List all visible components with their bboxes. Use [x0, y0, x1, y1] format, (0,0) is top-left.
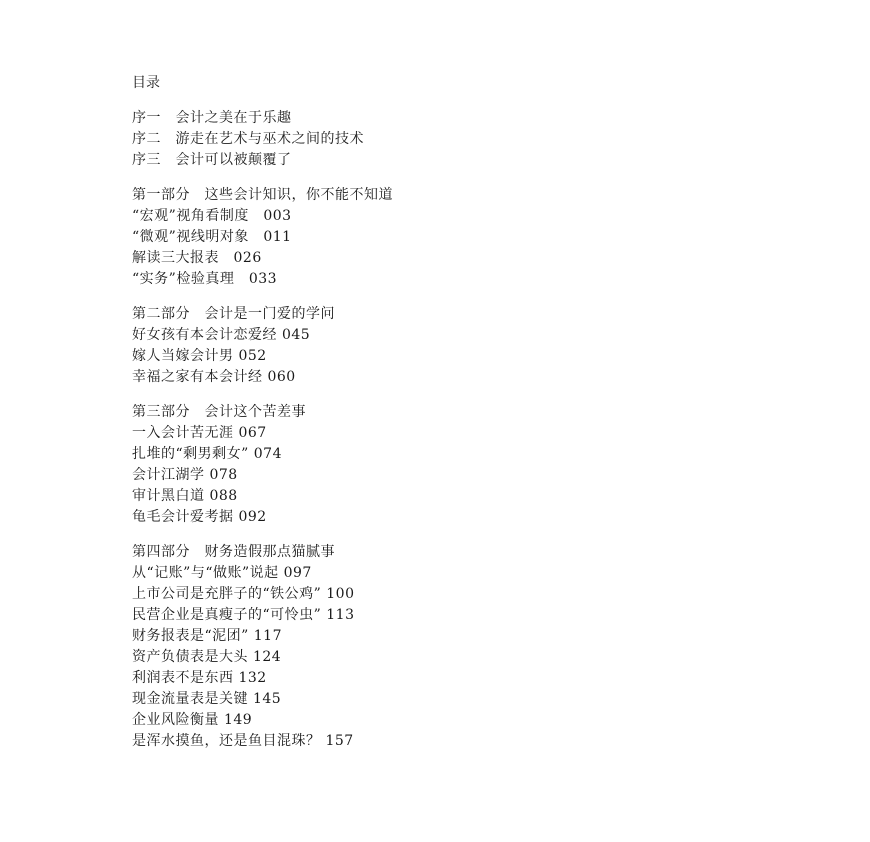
toc-part-heading: 第二部分 会计是一门爱的学问: [132, 306, 335, 322]
toc-entry: 好女孩有本会计恋爱经 045: [132, 327, 311, 343]
toc-section: [132, 185, 752, 290]
toc-entry: 扎堆的“剩男剩女” 074: [132, 446, 282, 462]
toc-entry: “微观”视线明对象 011: [132, 229, 292, 245]
toc-entry: 一入会计苦无涯 067: [132, 425, 267, 441]
toc-entry: 资产负债表是大头 124: [132, 649, 282, 665]
toc-entry: 会计江湖学 078: [132, 467, 238, 483]
toc-part-heading: 第三部分 会计这个苦差事: [132, 404, 306, 420]
toc-entry: 民营企业是真瘦子的“可怜虫” 113: [132, 607, 355, 623]
toc-part-heading: 第四部分 财务造假那点猫腻事: [132, 544, 335, 560]
toc-entry: 嫁人当嫁会计男 052: [132, 348, 267, 364]
table-of-contents: [132, 73, 752, 766]
toc-entry: “实务”检验真理 033: [132, 271, 278, 287]
toc-entry: 审计黑白道 088: [132, 488, 238, 504]
toc-entry: 利润表不是东西 132: [132, 670, 267, 686]
toc-entry: 从“记账”与“做账”说起 097: [132, 565, 312, 581]
toc-sections: [132, 108, 752, 752]
toc-entry: 序三 会计可以被颠覆了: [132, 152, 292, 168]
toc-part-heading: 第一部分 这些会计知识，你不能不知道: [132, 187, 393, 203]
toc-entry: 解读三大报表 026: [132, 250, 262, 266]
toc-entry: 现金流量表是关键 145: [132, 691, 282, 707]
toc-entry: 上市公司是充胖子的“铁公鸡” 100: [132, 586, 355, 602]
toc-entry: 是浑水摸鱼，还是鱼目混珠？ 157: [132, 733, 354, 749]
toc-entry: “宏观”视角看制度 003: [132, 208, 292, 224]
toc-entry: 企业风险衡量 149: [132, 712, 253, 728]
toc-section: [132, 304, 752, 388]
toc-section: [132, 402, 752, 528]
toc-entry: 幸福之家有本会计经 060: [132, 369, 296, 385]
toc-entry: 序一 会计之美在于乐趣: [132, 110, 292, 126]
toc-entry: 财务报表是“泥团” 117: [132, 628, 282, 644]
toc-entry: 龟毛会计爱考据 092: [132, 509, 267, 525]
toc-section: [132, 542, 752, 752]
toc-section: [132, 108, 752, 171]
toc-entry: 序二 游走在艺术与巫术之间的技术: [132, 131, 364, 147]
toc-title: 目录: [132, 75, 160, 91]
